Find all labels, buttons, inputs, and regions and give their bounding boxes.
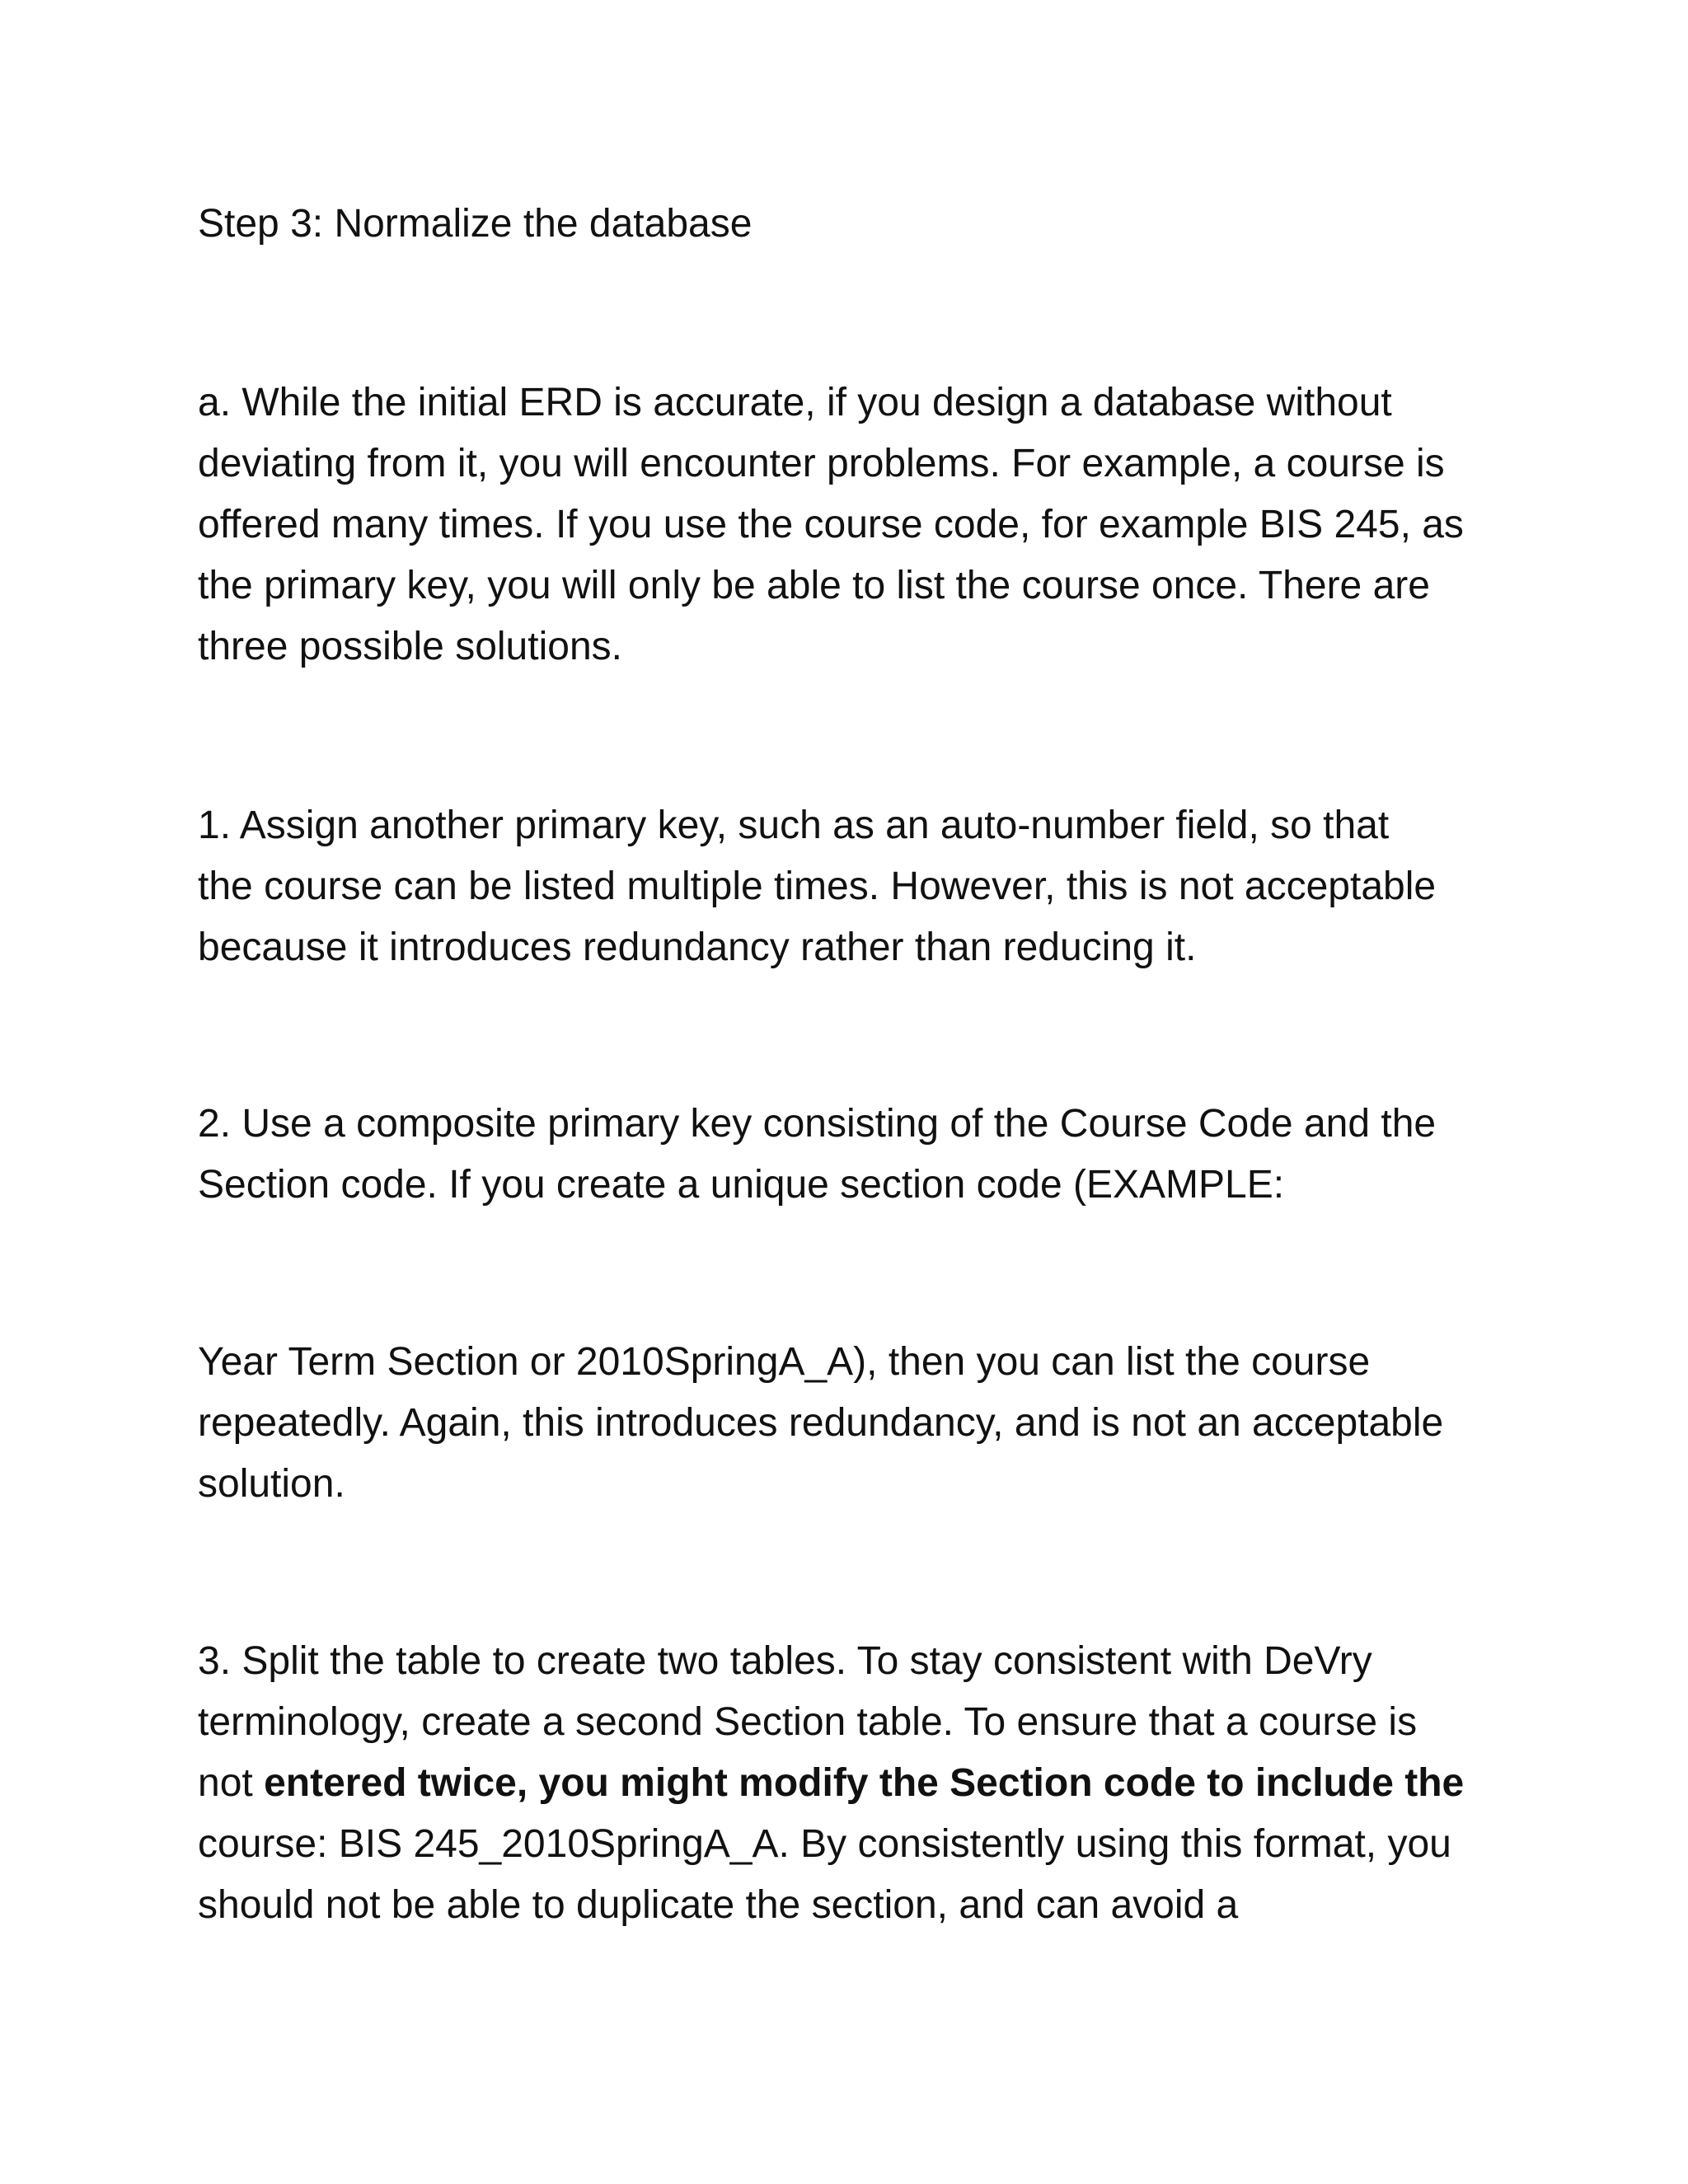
solution-item-3-line: terminology, create a second Section table. To ensure that a course is <box>198 1700 1418 1744</box>
plain-text: not <box>198 1761 265 1805</box>
solution-item-2-line: repeatedly. Again, this introduces redundancy, and is not an acceptable <box>198 1401 1444 1445</box>
bold-text: entered twice, you might modify the Section code to include the <box>264 1761 1465 1805</box>
paragraph-a-line: a. While the initial ERD is accurate, if you design a database without <box>198 381 1392 424</box>
solution-item-3-line: 3. Split the table to create two tables. To stay consistent with DeVry <box>198 1639 1372 1683</box>
solution-item-1-line: 1. Assign another primary key, such as an auto-number field, so that <box>198 804 1390 847</box>
solution-item-1-line: because it introduces redundancy rather than reducing it. <box>198 926 1197 969</box>
solution-item-2-line: 2. Use a composite primary key consisting of the Course Code and the <box>198 1102 1437 1146</box>
solution-item-2-line: solution. <box>198 1462 345 1506</box>
paragraph-a-line: the primary key, you will only be able to list the course once. There are <box>198 564 1430 607</box>
paragraph-a-line: offered many times. If you use the course code, for example BIS 245, as <box>198 503 1464 546</box>
paragraph-a-line: three possible solutions. <box>198 625 622 668</box>
solution-item-1-line: the course can be listed multiple times. However, this is not acceptable <box>198 865 1437 908</box>
step-heading: Step 3: Normalize the database <box>198 202 753 246</box>
solution-item-2-line: Section code. If you create a unique section code (EXAMPLE: <box>198 1163 1285 1207</box>
solution-item-3-line <box>198 1759 1464 1808</box>
solution-item-3-line: course: BIS 245_2010SpringA_A. By consistently using this format, you <box>198 1822 1451 1866</box>
paragraph-a-line: deviating from it, you will encounter problems. For example, a course is <box>198 442 1445 485</box>
solution-item-3-line: should not be able to duplicate the section, and can avoid a <box>198 1883 1239 1927</box>
solution-item-2-line: Year Term Section or 2010SpringA_A), then you can list the course <box>198 1340 1371 1384</box>
